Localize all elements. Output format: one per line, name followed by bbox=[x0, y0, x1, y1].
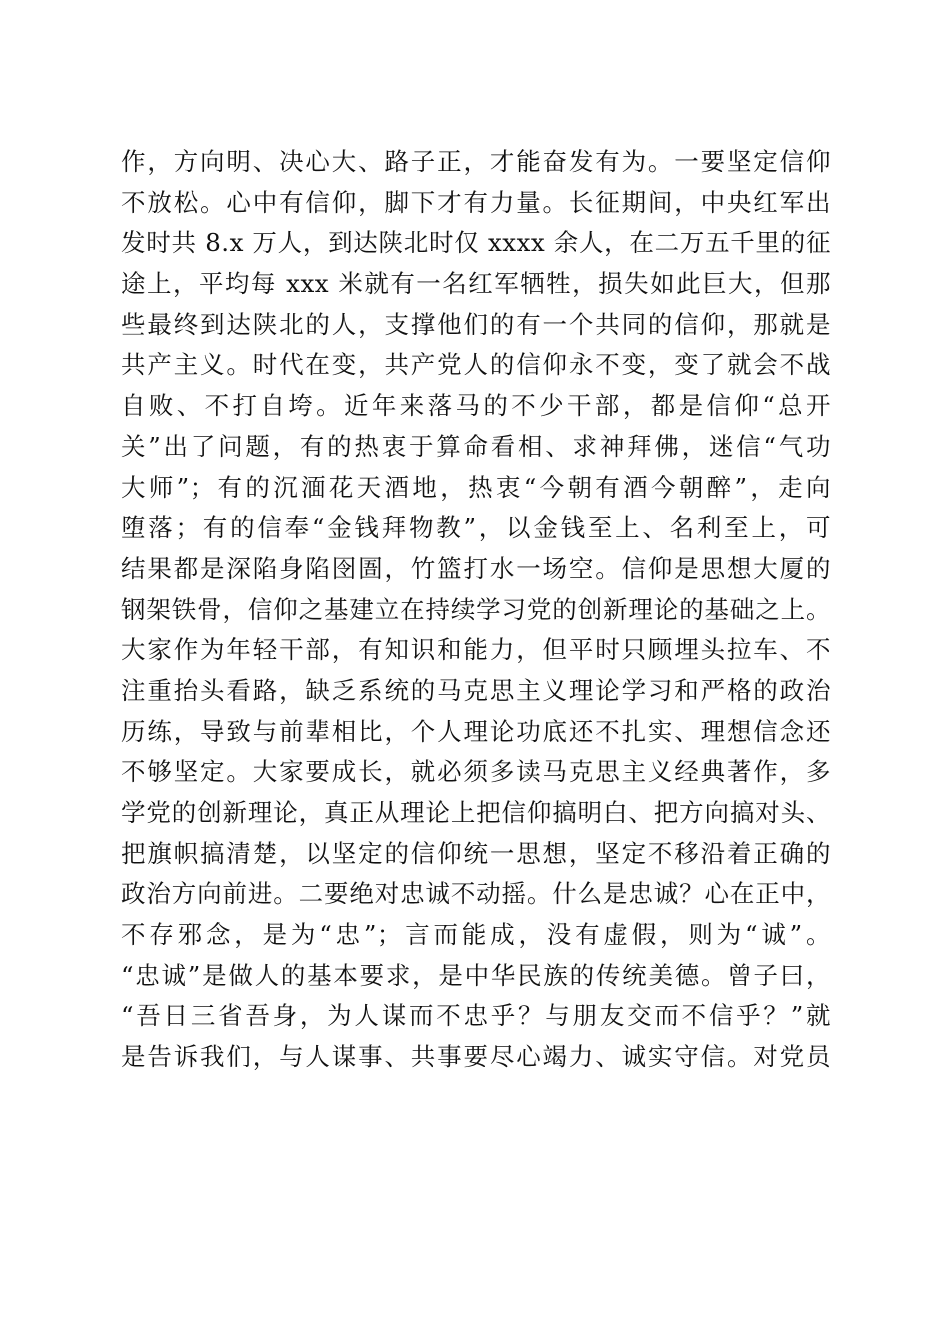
text-line: 自败、不打自垮。近年来落马的不少干部，都是信仰“总开 bbox=[121, 391, 831, 421]
text-line: 共产主义。时代在变，共产党人的信仰永不变，变了就会不战 bbox=[121, 350, 831, 380]
text-line: 注重抬头看路，缺乏系统的马克思主义理论学习和严格的政治 bbox=[121, 675, 831, 705]
text-line: 关”出了问题，有的热衷于算命看相、求神拜佛，迷信“气功 bbox=[121, 431, 831, 461]
text-line: 大师”；有的沉湎花天酒地，热衷“今朝有酒今朝醉”，走向 bbox=[121, 472, 831, 502]
text-line: 是告诉我们，与人谋事、共事要尽心竭力、诚实守信。对党员 bbox=[121, 1042, 831, 1072]
text-line: 学党的创新理论，真正从理论上把信仰搞明白、把方向搞对头、 bbox=[121, 798, 831, 827]
text-line: 钢架铁骨，信仰之基建立在持续学习党的创新理论的基础之上。 bbox=[121, 594, 831, 624]
body-text bbox=[121, 142, 831, 1078]
text-line: 政治方向前进。二要绝对忠诚不动摇。什么是忠诚？心在正中， bbox=[121, 879, 831, 909]
text-line: 结果都是深陷身陷囹圄，竹篮打水一场空。信仰是思想大厦的 bbox=[121, 553, 831, 583]
text-line: 把旗帜搞清楚，以坚定的信仰统一思想，坚定不移沿着正确的 bbox=[121, 838, 831, 868]
text-line: 些最终到达陕北的人，支撑他们的有一个共同的信仰，那就是 bbox=[121, 309, 831, 339]
text-line: 不存邪念，是为“忠”；言而能成，没有虚假，则为“诚”。 bbox=[121, 920, 831, 950]
text-line: 途上，平均每 xxx 米就有一名红军牺牲，损失如此巨大，但那 bbox=[121, 269, 831, 299]
text-line: 堕落；有的信奉“金钱拜物教”，以金钱至上、名利至上，可 bbox=[121, 513, 831, 543]
text-line: 发时共 8.x 万人，到达陕北时仅 xxxx 余人，在二万五千里的征 bbox=[121, 228, 831, 258]
text-line: 大家作为年轻干部，有知识和能力，但平时只顾埋头拉车、不 bbox=[121, 635, 831, 665]
text-line: 作，方向明、决心大、路子正，才能奋发有为。一要坚定信仰 bbox=[121, 147, 831, 176]
text-line: “忠诚”是做人的基本要求，是中华民族的传统美德。曾子曰， bbox=[121, 960, 831, 990]
text-line: 不够坚定。大家要成长，就必须多读马克思主义经典著作，多 bbox=[121, 757, 831, 787]
text-line: 历练，导致与前辈相比，个人理论功底还不扎实、理想信念还 bbox=[121, 716, 831, 746]
text-line: 不放松。心中有信仰，脚下才有力量。长征期间，中央红军出 bbox=[121, 187, 831, 217]
text-line: “吾日三省吾身，为人谋而不忠乎？与朋友交而不信乎？”就 bbox=[121, 1001, 831, 1031]
